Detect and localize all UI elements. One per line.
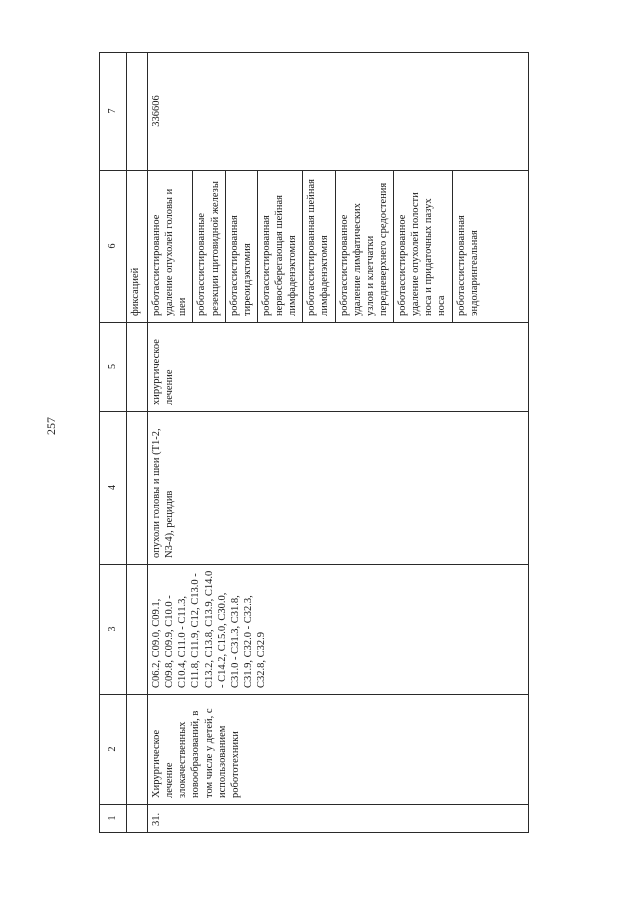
previous-page-tail: фиксацией <box>127 171 148 322</box>
continuation-blank <box>127 565 148 694</box>
row-number: 31. <box>151 812 162 826</box>
method-item: роботассистированное удаление лимфатических узлов и клетчатки передневерхнего средостения <box>336 171 395 322</box>
method-item: роботассистированное удаление опухолей головы и шеи <box>148 171 193 322</box>
name-cell <box>127 695 529 805</box>
methods-cell <box>127 171 529 323</box>
method-item: роботассистированная нервосберегающая шейная лимфаденэктомия <box>258 171 303 322</box>
table-row <box>127 53 529 833</box>
icd-codes: C06.2, C09.0, C09.1, C09.8, C09.9, C10.0 - C10.4, C11.0 - C11.3, C11.8, C11.9, C12, C13.0 - C13.2, C13.8, C13.9, C14.0 - C14.2, C15.0, C30.0, C31.0 - C31.3, C31.8, C31.9, C32.0 - C32.3, C32.8, C32.9 <box>151 570 267 688</box>
treatment-name: Хирургическое лечение злокачественных новообразований, в том числе у детей, с использованием робототехники <box>151 708 241 798</box>
continuation-blank <box>127 323 148 411</box>
header-cell-7: 7 <box>100 53 127 171</box>
treatment-type-cell <box>127 323 529 412</box>
method-item: роботассистированная тиреоидэктомия <box>226 171 258 322</box>
row-number-cell <box>127 805 529 833</box>
continuation-blank <box>127 805 148 832</box>
method-item: роботассистированные резекции щитовидной железы <box>193 171 225 322</box>
continuation-blank <box>127 695 148 804</box>
header-cell-1: 1 <box>100 805 127 833</box>
header-cell-3: 3 <box>100 565 127 695</box>
codes-cell <box>127 565 529 695</box>
method-item: роботассистированная шейная лимфаденэктомия <box>303 171 335 322</box>
method-item: роботассистированная эндоларингеальная <box>455 215 480 316</box>
cost-cell <box>127 53 529 171</box>
page-number: 257 <box>44 417 58 435</box>
header-cell-5: 5 <box>100 323 127 412</box>
document-table <box>99 52 529 833</box>
header-cell-4: 4 <box>100 412 127 565</box>
header-cell-2: 2 <box>100 695 127 805</box>
diagnosis-cell <box>127 412 529 565</box>
continuation-blank <box>127 53 148 170</box>
continuation-blank <box>127 412 148 564</box>
header-cell-6: 6 <box>100 171 127 323</box>
diagnosis: опухоли головы и шеи (T1-2, N3-4), рецидив <box>151 428 176 558</box>
treatment-type: хирургическое лечение <box>151 339 176 405</box>
method-item: роботассистированное удаление опухолей полости носа и придаточных пазух носа <box>394 171 453 322</box>
cost-value: 336606 <box>151 95 162 127</box>
rotated-table-container <box>99 53 529 833</box>
header-row <box>100 53 127 833</box>
